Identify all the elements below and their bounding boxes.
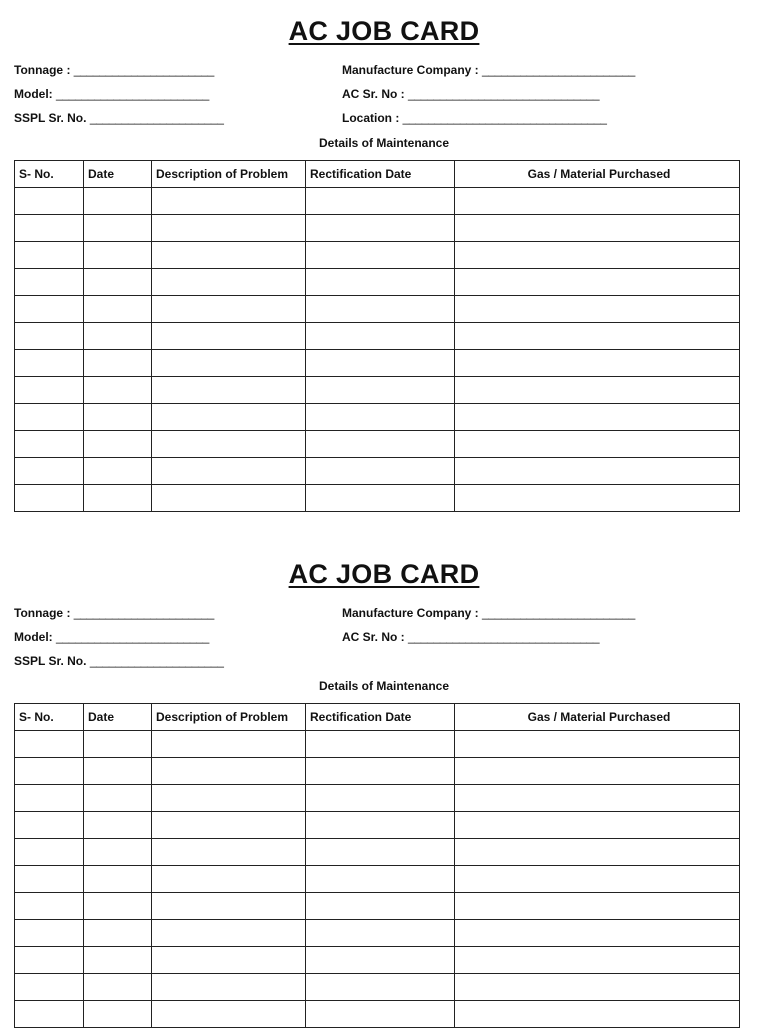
cell-gas-material[interactable] — [455, 731, 740, 758]
column-header-date: Date — [84, 161, 152, 188]
cell-gas-material[interactable] — [455, 215, 740, 242]
cell-gas-material[interactable] — [455, 839, 740, 866]
sspl-sr-no-label: SSPL Sr. No. — [14, 111, 87, 125]
cell-rectification-date[interactable] — [306, 215, 455, 242]
tonnage-blank: ______________________ — [73, 606, 215, 620]
model-field[interactable] — [14, 87, 209, 101]
column-header-gas-material: Gas / Material Purchased — [455, 161, 740, 188]
cell-sno[interactable] — [15, 458, 84, 485]
cell-description[interactable] — [152, 947, 306, 974]
table-row — [15, 404, 740, 431]
cell-sno[interactable] — [15, 431, 84, 458]
tonnage-field[interactable] — [14, 606, 214, 620]
table-row — [15, 785, 740, 812]
cell-description[interactable] — [152, 893, 306, 920]
cell-description[interactable] — [152, 485, 306, 512]
cell-description[interactable] — [152, 269, 306, 296]
manufacture-company-label: Manufacture Company : — [342, 606, 479, 620]
cell-sno[interactable] — [15, 485, 84, 512]
cell-date[interactable] — [84, 323, 152, 350]
cell-sno[interactable] — [15, 323, 84, 350]
card-title: AC JOB CARD — [288, 559, 480, 589]
table-row — [15, 731, 740, 758]
cell-sno[interactable] — [15, 242, 84, 269]
cell-date[interactable] — [84, 431, 152, 458]
cell-sno[interactable] — [15, 269, 84, 296]
cell-sno[interactable] — [15, 839, 84, 866]
table-row — [15, 758, 740, 785]
cell-sno[interactable] — [15, 893, 84, 920]
cell-description[interactable] — [152, 812, 306, 839]
cell-sno[interactable] — [15, 350, 84, 377]
cell-sno[interactable] — [15, 188, 84, 215]
manufacture-company-label: Manufacture Company : — [342, 63, 479, 77]
manufacture-company-field[interactable] — [342, 63, 635, 77]
cell-rectification-date[interactable] — [306, 458, 455, 485]
cell-rectification-date[interactable] — [306, 269, 455, 296]
cell-rectification-date[interactable] — [306, 296, 455, 323]
cell-rectification-date[interactable] — [306, 839, 455, 866]
cell-rectification-date[interactable] — [306, 377, 455, 404]
table-header-row — [15, 704, 740, 731]
table-row — [15, 839, 740, 866]
column-header-rectification-date: Rectification Date — [306, 704, 455, 731]
cell-date[interactable] — [84, 485, 152, 512]
cell-sno[interactable] — [15, 1001, 84, 1028]
cell-sno[interactable] — [15, 404, 84, 431]
column-header-gas-material: Gas / Material Purchased — [455, 704, 740, 731]
ac-sr-no-blank: ______________________________ — [408, 630, 600, 644]
cell-sno[interactable] — [15, 920, 84, 947]
table-row — [15, 377, 740, 404]
cell-sno[interactable] — [15, 812, 84, 839]
cell-rectification-date[interactable] — [306, 485, 455, 512]
cell-date[interactable] — [84, 812, 152, 839]
maintenance-table — [14, 160, 740, 512]
cell-date[interactable] — [84, 404, 152, 431]
cell-date[interactable] — [84, 188, 152, 215]
cell-date[interactable] — [84, 731, 152, 758]
cell-rectification-date[interactable] — [306, 404, 455, 431]
cell-date[interactable] — [84, 785, 152, 812]
cell-description[interactable] — [152, 974, 306, 1001]
table-row — [15, 1001, 740, 1028]
cell-date[interactable] — [84, 839, 152, 866]
column-header-sno: S- No. — [15, 704, 84, 731]
cell-rectification-date[interactable] — [306, 785, 455, 812]
cell-date[interactable] — [84, 296, 152, 323]
sspl-sr-no-label: SSPL Sr. No. — [14, 654, 87, 668]
cell-description[interactable] — [152, 785, 306, 812]
cell-description[interactable] — [152, 188, 306, 215]
table-row — [15, 350, 740, 377]
table-row — [15, 920, 740, 947]
location-field[interactable] — [342, 111, 607, 125]
cell-description[interactable] — [152, 431, 306, 458]
model-blank: ________________________ — [56, 630, 209, 644]
cell-gas-material[interactable] — [455, 350, 740, 377]
table-header-row — [15, 161, 740, 188]
manufacture-company-blank: ________________________ — [482, 63, 636, 77]
cell-date[interactable] — [84, 458, 152, 485]
ac-sr-no-label: AC Sr. No : — [342, 630, 405, 644]
cell-gas-material[interactable] — [455, 812, 740, 839]
cell-gas-material[interactable] — [455, 785, 740, 812]
tonnage-label: Tonnage : — [14, 63, 71, 77]
cell-gas-material[interactable] — [455, 1001, 740, 1028]
cell-description[interactable] — [152, 296, 306, 323]
cell-gas-material[interactable] — [455, 296, 740, 323]
column-header-description: Description of Problem — [152, 704, 306, 731]
cell-description[interactable] — [152, 404, 306, 431]
maintenance-heading: Details of Maintenance — [318, 679, 450, 693]
maintenance-table — [14, 703, 740, 1028]
ac-sr-no-label: AC Sr. No : — [342, 87, 405, 101]
cell-date[interactable] — [84, 377, 152, 404]
tonnage-field[interactable] — [14, 63, 214, 77]
column-header-sno: S- No. — [15, 161, 84, 188]
cell-rectification-date[interactable] — [306, 947, 455, 974]
table-row — [15, 323, 740, 350]
cell-gas-material[interactable] — [455, 893, 740, 920]
cell-sno[interactable] — [15, 947, 84, 974]
column-header-rectification-date: Rectification Date — [306, 161, 455, 188]
table-row — [15, 866, 740, 893]
location-blank: ________________________________ — [402, 111, 607, 125]
cell-rectification-date[interactable] — [306, 350, 455, 377]
cell-date[interactable] — [84, 920, 152, 947]
cell-gas-material[interactable] — [455, 974, 740, 1001]
cell-description[interactable] — [152, 458, 306, 485]
cell-gas-material[interactable] — [455, 431, 740, 458]
cell-gas-material[interactable] — [455, 269, 740, 296]
ac-sr-no-field[interactable] — [342, 630, 599, 644]
tonnage-label: Tonnage : — [14, 606, 71, 620]
cell-rectification-date[interactable] — [306, 812, 455, 839]
cell-date[interactable] — [84, 350, 152, 377]
cell-rectification-date[interactable] — [306, 1001, 455, 1028]
cell-description[interactable] — [152, 215, 306, 242]
cell-sno[interactable] — [15, 215, 84, 242]
model-field[interactable] — [14, 630, 209, 644]
sspl-sr-no-blank: _____________________ — [89, 654, 224, 668]
cell-sno[interactable] — [15, 866, 84, 893]
cell-date[interactable] — [84, 893, 152, 920]
table-row — [15, 947, 740, 974]
cell-rectification-date[interactable] — [306, 893, 455, 920]
cell-gas-material[interactable] — [455, 947, 740, 974]
model-blank: ________________________ — [56, 87, 209, 101]
cell-sno[interactable] — [15, 296, 84, 323]
tonnage-blank: ______________________ — [73, 63, 215, 77]
cell-sno[interactable] — [15, 785, 84, 812]
cell-description[interactable] — [152, 920, 306, 947]
cell-rectification-date[interactable] — [306, 242, 455, 269]
cell-sno[interactable] — [15, 758, 84, 785]
table-row — [15, 242, 740, 269]
cell-date[interactable] — [84, 269, 152, 296]
model-label: Model: — [14, 87, 53, 101]
cell-description[interactable] — [152, 758, 306, 785]
cell-rectification-date[interactable] — [306, 866, 455, 893]
table-row — [15, 485, 740, 512]
ac-sr-no-blank: ______________________________ — [408, 87, 600, 101]
cell-gas-material[interactable] — [455, 377, 740, 404]
sspl-sr-no-field[interactable] — [14, 111, 224, 125]
cell-rectification-date[interactable] — [306, 188, 455, 215]
cell-description[interactable] — [152, 839, 306, 866]
table-row — [15, 974, 740, 1001]
cell-gas-material[interactable] — [455, 323, 740, 350]
cell-description[interactable] — [152, 350, 306, 377]
table-row — [15, 431, 740, 458]
table-row — [15, 215, 740, 242]
table-row — [15, 269, 740, 296]
maintenance-heading: Details of Maintenance — [318, 136, 450, 150]
cell-description[interactable] — [152, 323, 306, 350]
table-row — [15, 296, 740, 323]
cell-gas-material[interactable] — [455, 404, 740, 431]
cell-gas-material[interactable] — [455, 866, 740, 893]
cell-description[interactable] — [152, 242, 306, 269]
cell-gas-material[interactable] — [455, 458, 740, 485]
cell-sno[interactable] — [15, 974, 84, 1001]
location-label: Location : — [342, 111, 400, 125]
cell-date[interactable] — [84, 215, 152, 242]
table-row — [15, 812, 740, 839]
sspl-sr-no-field[interactable] — [14, 654, 224, 668]
cell-date[interactable] — [84, 1001, 152, 1028]
table-row — [15, 458, 740, 485]
cell-gas-material[interactable] — [455, 188, 740, 215]
cell-sno[interactable] — [15, 377, 84, 404]
card-title: AC JOB CARD — [288, 16, 480, 46]
cell-rectification-date[interactable] — [306, 974, 455, 1001]
cell-description[interactable] — [152, 1001, 306, 1028]
cell-date[interactable] — [84, 866, 152, 893]
cell-date[interactable] — [84, 947, 152, 974]
cell-rectification-date[interactable] — [306, 431, 455, 458]
cell-rectification-date[interactable] — [306, 758, 455, 785]
cell-sno[interactable] — [15, 731, 84, 758]
cell-gas-material[interactable] — [455, 920, 740, 947]
cell-description[interactable] — [152, 377, 306, 404]
cell-date[interactable] — [84, 758, 152, 785]
cell-description[interactable] — [152, 866, 306, 893]
sspl-sr-no-blank: _____________________ — [89, 111, 224, 125]
cell-gas-material[interactable] — [455, 485, 740, 512]
manufacture-company-blank: ________________________ — [482, 606, 636, 620]
column-header-description: Description of Problem — [152, 161, 306, 188]
cell-date[interactable] — [84, 974, 152, 1001]
model-label: Model: — [14, 630, 53, 644]
cell-description[interactable] — [152, 731, 306, 758]
table-row — [15, 188, 740, 215]
cell-gas-material[interactable] — [455, 242, 740, 269]
cell-date[interactable] — [84, 242, 152, 269]
ac-sr-no-field[interactable] — [342, 87, 599, 101]
manufacture-company-field[interactable] — [342, 606, 635, 620]
column-header-date: Date — [84, 704, 152, 731]
cell-rectification-date[interactable] — [306, 323, 455, 350]
cell-rectification-date[interactable] — [306, 731, 455, 758]
cell-rectification-date[interactable] — [306, 920, 455, 947]
table-row — [15, 893, 740, 920]
cell-gas-material[interactable] — [455, 758, 740, 785]
